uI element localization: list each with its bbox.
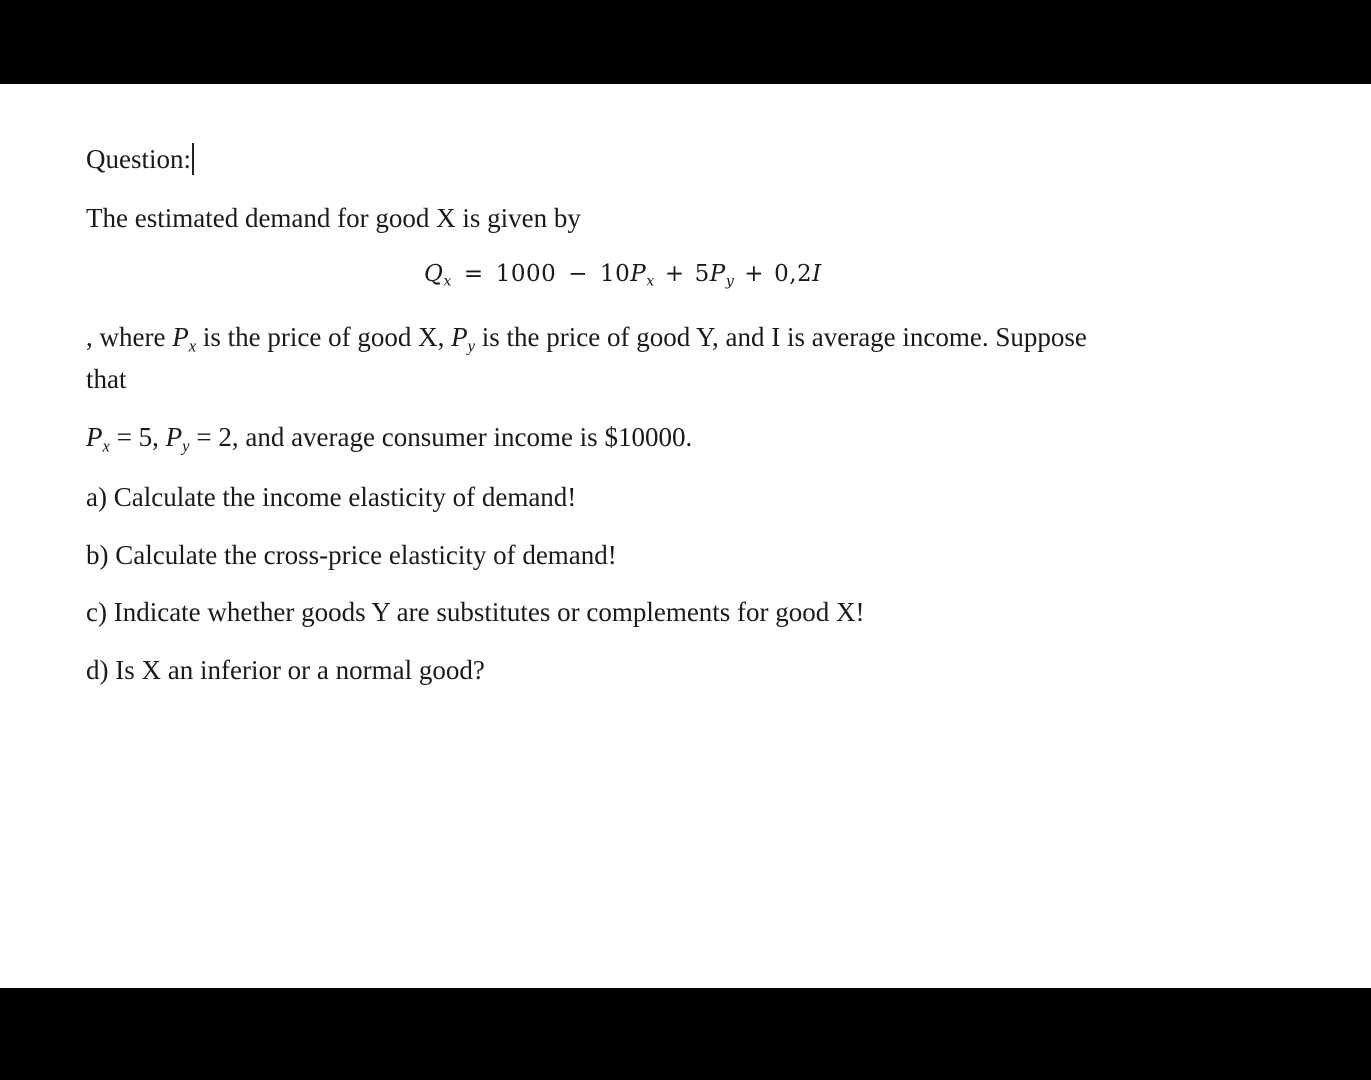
where-text-1: is the price of good X, xyxy=(196,322,452,352)
eq-px-sub: x xyxy=(646,273,655,290)
question-heading xyxy=(86,142,194,176)
where-px-sub: x xyxy=(188,336,197,356)
eq-constant: 1000 xyxy=(495,261,557,287)
question-c: c) Indicate whether goods Y are substitutes or complements for good X! xyxy=(86,597,865,627)
where-text-2: is the price of good Y, and I is average income. Suppose xyxy=(475,322,1087,352)
bottom-letterbox-bar xyxy=(0,988,1371,1080)
eq-coef-px: 10 xyxy=(600,261,631,287)
where-px-symbol: P xyxy=(172,322,189,352)
given-values-paragraph xyxy=(86,420,692,463)
eq-lhs-sub: x xyxy=(443,273,452,290)
question-b: b) Calculate the cross-price elasticity of demand! xyxy=(86,540,617,570)
question-d: d) Is X an inferior or a normal good? xyxy=(86,655,485,685)
given-text-2: = 2, and average consumer income is $10000. xyxy=(189,422,693,452)
question-a: a) Calculate the income elasticity of demand! xyxy=(86,482,577,512)
eq-coef-income: 0,2 xyxy=(774,261,813,287)
where-py-sub: y xyxy=(467,336,476,356)
document-page[interactable] xyxy=(0,84,1371,988)
intro-paragraph: The estimated demand for good X is given by xyxy=(86,203,581,233)
eq-py-sub: y xyxy=(725,273,735,290)
given-px-sub: x xyxy=(102,436,110,456)
eq-coef-py: 5 xyxy=(694,261,710,287)
eq-plus-2: + xyxy=(744,261,765,287)
text-cursor xyxy=(192,143,194,175)
eq-lhs-symbol: Q xyxy=(424,261,444,287)
where-py-symbol: P xyxy=(451,322,468,352)
eq-plus-1: + xyxy=(664,261,685,287)
eq-py-symbol: P xyxy=(709,261,726,287)
where-paragraph-continuation: that xyxy=(86,364,127,394)
given-py-sub: y xyxy=(182,436,190,456)
where-prefix: , where xyxy=(86,322,173,352)
eq-equals: = xyxy=(463,261,484,287)
eq-minus: − xyxy=(568,261,589,287)
eq-income-symbol: I xyxy=(812,261,822,287)
given-text-1: = 5, xyxy=(109,422,166,452)
heading-text: Question: xyxy=(86,144,191,174)
eq-px-symbol: P xyxy=(630,261,647,287)
where-paragraph xyxy=(86,320,1087,363)
demand-equation xyxy=(424,257,822,299)
given-px-symbol: P xyxy=(86,422,103,452)
top-letterbox-bar xyxy=(0,0,1371,84)
given-py-symbol: P xyxy=(165,422,183,452)
